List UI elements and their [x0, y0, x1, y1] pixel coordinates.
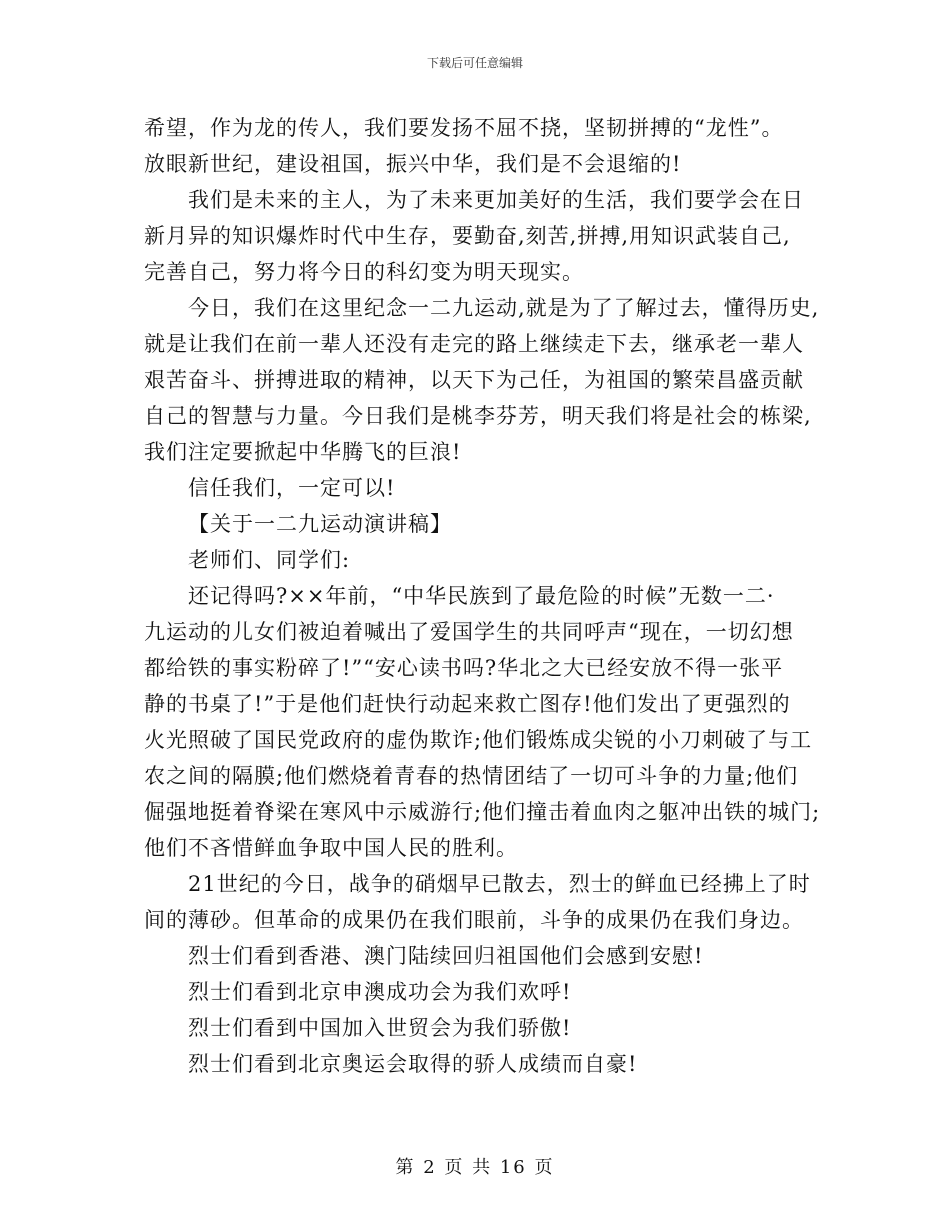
- body-line: 静的书桌了!”于是他们赶快行动起来救亡图存!他们发出了更强烈的: [144, 692, 791, 716]
- body-line: 我们注定要掀起中华腾飞的巨浪!: [144, 440, 462, 464]
- paragraph-start-line: 烈士们看到中国加入世贸会为我们骄傲!: [188, 1016, 572, 1040]
- body-line: 倔强地挺着脊梁在寒风中示威游行;他们撞击着血肉之躯冲出铁的城门;: [144, 800, 821, 824]
- body-line: 艰苦奋斗、拼搏进取的精神，以天下为己任，为祖国的繁荣昌盛贡献: [144, 368, 804, 392]
- body-line: 九运动的儿女们被迫着喊出了爱国学生的共同呼声“现在，一切幻想: [144, 620, 794, 644]
- paragraph-start-line: 烈士们看到香港、澳门陆续回归祖国他们会感到安慰!: [188, 944, 704, 968]
- page-header-note: 下载后可任意编辑: [426, 56, 523, 70]
- body-line: 火光照破了国民党政府的虚伪欺诈;他们锻炼成尖锐的小刀刺破了与工: [144, 728, 813, 752]
- document-body: [144, 110, 820, 1082]
- body-line: 他们不吝惜鲜血争取中国人民的胜利。: [144, 836, 518, 860]
- section-title: 【关于一二九运动演讲稿】: [188, 512, 452, 536]
- body-line: 自己的智慧与力量。今日我们是桃李芬芳，明天我们将是社会的栋梁,: [144, 404, 812, 428]
- body-line: 间的薄砂。但革命的成果仍在我们眼前，斗争的成果仍在我们身边。: [144, 908, 804, 932]
- paragraph-start-line: 我们是未来的主人，为了未来更加美好的生活，我们要学会在日: [188, 188, 804, 212]
- page-number: 第 2 页 共 16 页: [395, 1157, 555, 1178]
- paragraph-start-line: 今日，我们在这里纪念一二九运动,就是为了了解过去，懂得历史,: [188, 296, 820, 320]
- paragraph-start-line: 信任我们，一定可以!: [188, 476, 396, 500]
- body-line: 都给铁的事实粉碎了!”“安心读书吗?华北之大已经安放不得一张平: [144, 656, 784, 680]
- salutation-line: 老师们、同学们:: [188, 548, 351, 572]
- paragraph-start-line: 烈士们看到北京奥运会取得的骄人成绩而自豪!: [188, 1052, 638, 1076]
- body-line: 新月异的知识爆炸时代中生存，要勤奋,刻苦,拼搏,用知识武装自己,: [144, 224, 791, 248]
- body-line: 农之间的隔膜;他们燃烧着青春的热情团结了一切可斗争的力量;他们: [144, 764, 799, 788]
- body-line: 希望，作为龙的传人，我们要发扬不屈不挠，坚韧拼搏的“龙性”。: [144, 116, 784, 140]
- body-line: 放眼新世纪，建设祖国，振兴中华，我们是不会退缩的!: [144, 152, 682, 176]
- body-line: 完善自己，努力将今日的科幻变为明天现实。: [144, 260, 584, 284]
- paragraph-start-line: 烈士们看到北京申澳成功会为我们欢呼!: [188, 980, 572, 1004]
- paragraph-start-line: 21世纪的今日，战争的硝烟早已散去，烈士的鲜血已经拂上了时: [188, 872, 811, 896]
- body-line: 就是让我们在前一辈人还没有走完的路上继续走下去，继承老一辈人: [144, 332, 804, 356]
- paragraph-start-line: 还记得吗?××年前，“中华民族到了最危险的时候”无数一二·: [188, 584, 775, 608]
